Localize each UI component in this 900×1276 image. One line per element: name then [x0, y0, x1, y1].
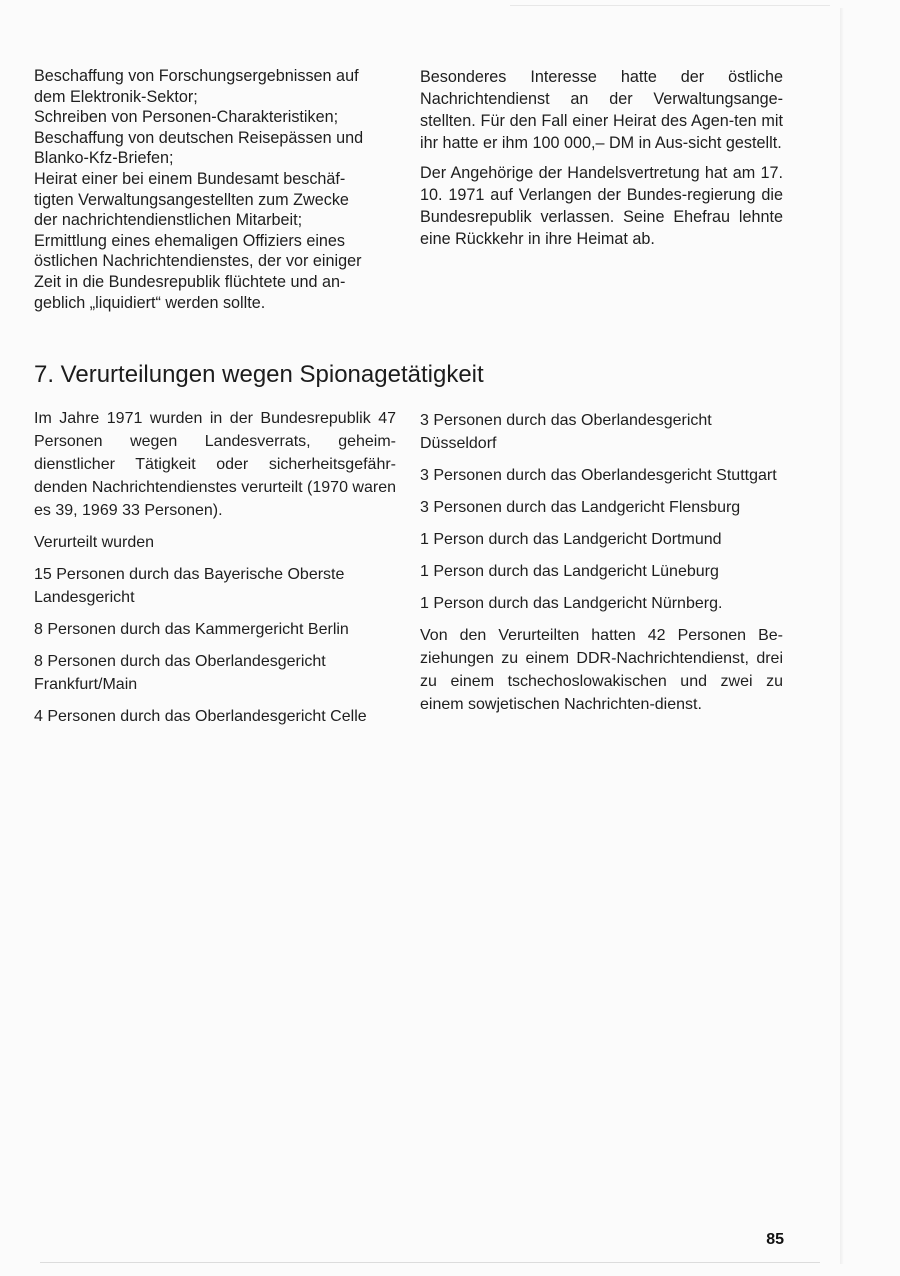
left-column-top — [34, 66, 396, 313]
left-top-line-1: Beschaffung von Forschungsergebnissen auf — [34, 67, 359, 85]
left-top-line-11: Zeit in die Bundesrepublik flüchtete und an- — [34, 272, 346, 291]
right-bottom-paragraph-3: 3 Personen durch das Landgericht Flensburg — [420, 499, 741, 516]
left-top-line-12: geblich „liquidiert“ werden sollte. — [34, 293, 266, 312]
right-column-bottom — [420, 409, 783, 725]
top-edge-rule — [510, 5, 830, 6]
left-top-line-5: Blanko-Kfz-Briefen; — [34, 149, 174, 168]
left-top-line-8: der nachrichtendienstlichen Mitarbeit; — [34, 211, 303, 230]
section-title: 7. Verurteilungen wegen Spionagetätigkeit — [34, 361, 484, 388]
right-bottom-paragraph-2: 3 Personen durch das Oberlandesgericht Stuttgart — [420, 467, 777, 484]
left-bottom-paragraph-5: 8 Personen durch das Oberlandesgericht Frankfurt/Main — [34, 653, 326, 693]
left-bottom-paragraph-2: Verurteilt wurden — [34, 534, 155, 551]
left-bottom-paragraph-6: 4 Personen durch das Oberlandesgericht Celle — [34, 708, 367, 725]
left-top-line-3: Schreiben von Personen-Charakteristiken; — [34, 108, 339, 127]
left-bottom-paragraph-4: 8 Personen durch das Kammergericht Berlin — [34, 621, 349, 638]
right-top-paragraph-2: Der Angehörige der Handelsvertretung hat am 17. 10. 1971 auf Verlangen der Bundes-regierung die Bundesrepublik verlassen. Seine Ehefrau lehnte eine Rückkehr in ihre Heimat ab. — [420, 164, 783, 248]
right-bottom-paragraph-5: 1 Person durch das Landgericht Lüneburg — [420, 563, 719, 580]
bottom-edge-rule — [40, 1262, 820, 1263]
left-bottom-paragraph-1: Im Jahre 1971 wurden in der Bundesrepublik 47 Personen wegen Landesverrats, geheim-dienstlicher Tätigkeit oder sicherheitsgefähr-denden Nachrichtendienstes verurteilt (1970 waren es 39, 1969 33 Personen). — [34, 410, 396, 519]
right-edge-shadow — [840, 8, 844, 1264]
left-top-line-10: östlichen Nachrichtendienstes, der vor einiger — [34, 252, 362, 271]
right-top-paragraph-1: Besonderes Interesse hatte der östliche Nachrichtendienst an der Verwaltungsange-stellten. Für den Fall einer Heirat des Agen-ten mit ihr hatte er ihm 100 000,– DM in Aus-sicht gestellt. — [420, 68, 783, 152]
right-bottom-paragraph-4: 1 Person durch das Landgericht Dortmund — [420, 531, 722, 548]
left-bottom-paragraph-3: 15 Personen durch das Bayerische Oberste Landesgericht — [34, 566, 345, 606]
right-bottom-paragraph-1: 3 Personen durch das Oberlandesgericht Düsseldorf — [420, 412, 712, 452]
left-top-line-9: Ermittlung eines ehemaligen Offiziers eines — [34, 231, 346, 250]
right-column-top — [420, 66, 783, 250]
left-top-line-6: Heirat einer bei einem Bundesamt beschäf- — [34, 169, 346, 188]
right-bottom-paragraph-6: 1 Person durch das Landgericht Nürnberg. — [420, 595, 723, 612]
left-top-line-4: Beschaffung von deutschen Reisepässen und — [34, 128, 364, 147]
right-bottom-paragraph-7: Von den Verurteilten hatten 42 Personen Be-ziehungen zu einem DDR-Nachrichtendienst, drei zu einem tschechoslowakischen und zwei zu einem sowjetischen Nachrichten-dienst. — [420, 627, 783, 713]
left-top-line-2: dem Elektronik-Sektor; — [34, 87, 198, 106]
left-top-line-7: tigten Verwaltungsangestellten zum Zwecke — [34, 190, 349, 209]
left-column-bottom — [34, 407, 396, 737]
page-number: 85 — [766, 1231, 784, 1248]
